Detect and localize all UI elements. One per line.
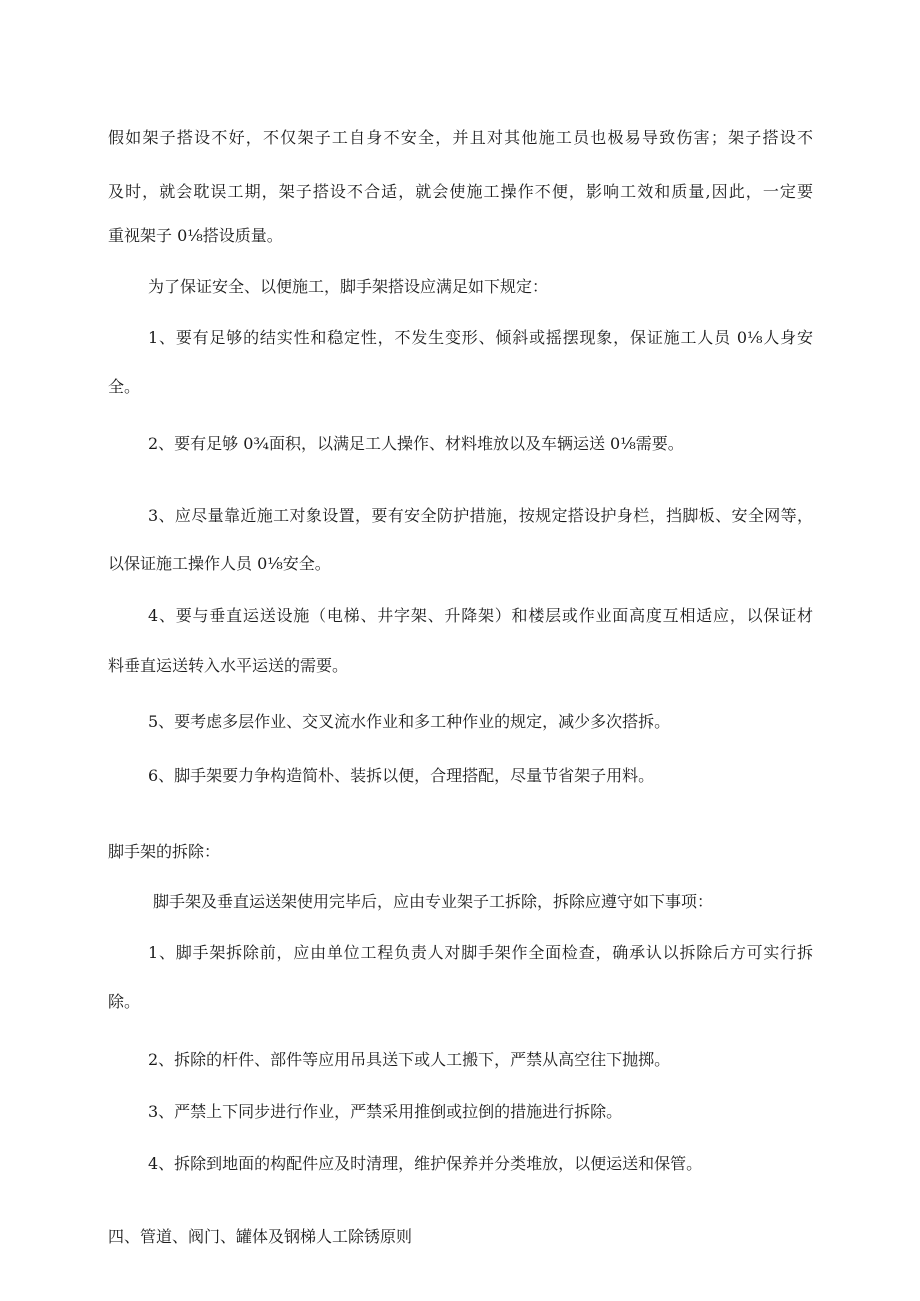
requirements-intro: 为了保证安全、以便施工，脚手架搭设应满足如下规定： bbox=[148, 277, 549, 296]
requirement-4-line-1: 4、要与垂直运送设施（电梯、井字架、升降架）和楼层或作业面高度互相适应，以保证材 bbox=[148, 606, 813, 625]
paragraph-1-line-2: 及时，就会耽误工期，架子搭设不合适，就会使施工操作不便，影响工效和质量,因此，一定要 bbox=[108, 182, 813, 201]
dismantling-heading: 脚手架的拆除： bbox=[108, 842, 221, 861]
dismantling-item-4: 4、拆除到地面的构配件应及时清理，维护保养并分类堆放，以便运送和保管。 bbox=[148, 1154, 703, 1173]
requirement-3-line-1: 3、应尽量靠近施工对象设置，要有安全防护措施，按规定搭设护身栏，挡脚板、安全网等， bbox=[148, 506, 813, 525]
dismantling-item-2: 2、拆除的杆件、部件等应用吊具送下或人工搬下，严禁从高空往下抛掷。 bbox=[148, 1050, 671, 1069]
requirement-2: 2、要有足够 0¾面积，以满足工人操作、材料堆放以及车辆运送 0⅛需要。 bbox=[148, 434, 684, 453]
section-4-heading: 四、管道、阀门、罐体及钢梯人工除锈原则 bbox=[108, 1227, 413, 1246]
paragraph-1-line-1: 假如架子搭设不好，不仅架子工自身不安全，并且对其他施工员也极易导致伤害；架子搭设不 bbox=[108, 128, 813, 147]
requirement-6: 6、脚手架要力争构造简朴、装拆以便，合理搭配，尽量节省架子用料。 bbox=[148, 766, 655, 785]
requirement-1-line-2: 全。 bbox=[108, 377, 141, 396]
dismantling-intro: 脚手架及垂直运送架使用完毕后，应由专业架子工拆除，拆除应遵守如下事项： bbox=[153, 892, 714, 911]
dismantling-item-1-line-1: 1、脚手架拆除前，应由单位工程负责人对脚手架作全面检查，确承认以拆除后方可实行拆 bbox=[148, 943, 813, 962]
paragraph-1-line-3: 重视架子 0⅛搭设质量。 bbox=[108, 226, 283, 245]
dismantling-item-3: 3、严禁上下同步进行作业，严禁采用推倒或拉倒的措施进行拆除。 bbox=[148, 1102, 623, 1121]
requirement-3-line-2: 以保证施工操作人员 0⅛安全。 bbox=[108, 554, 331, 573]
requirement-4-line-2: 料垂直运送转入水平运送的需要。 bbox=[108, 656, 349, 675]
dismantling-item-1-line-2: 除。 bbox=[108, 992, 141, 1011]
requirement-5: 5、要考虑多层作业、交叉流水作业和多工种作业的规定，减少多次搭拆。 bbox=[148, 712, 671, 731]
requirement-1-line-1: 1、要有足够的结实性和稳定性，不发生变形、倾斜或摇摆现象，保证施工人员 0⅛人身安 bbox=[148, 328, 813, 347]
